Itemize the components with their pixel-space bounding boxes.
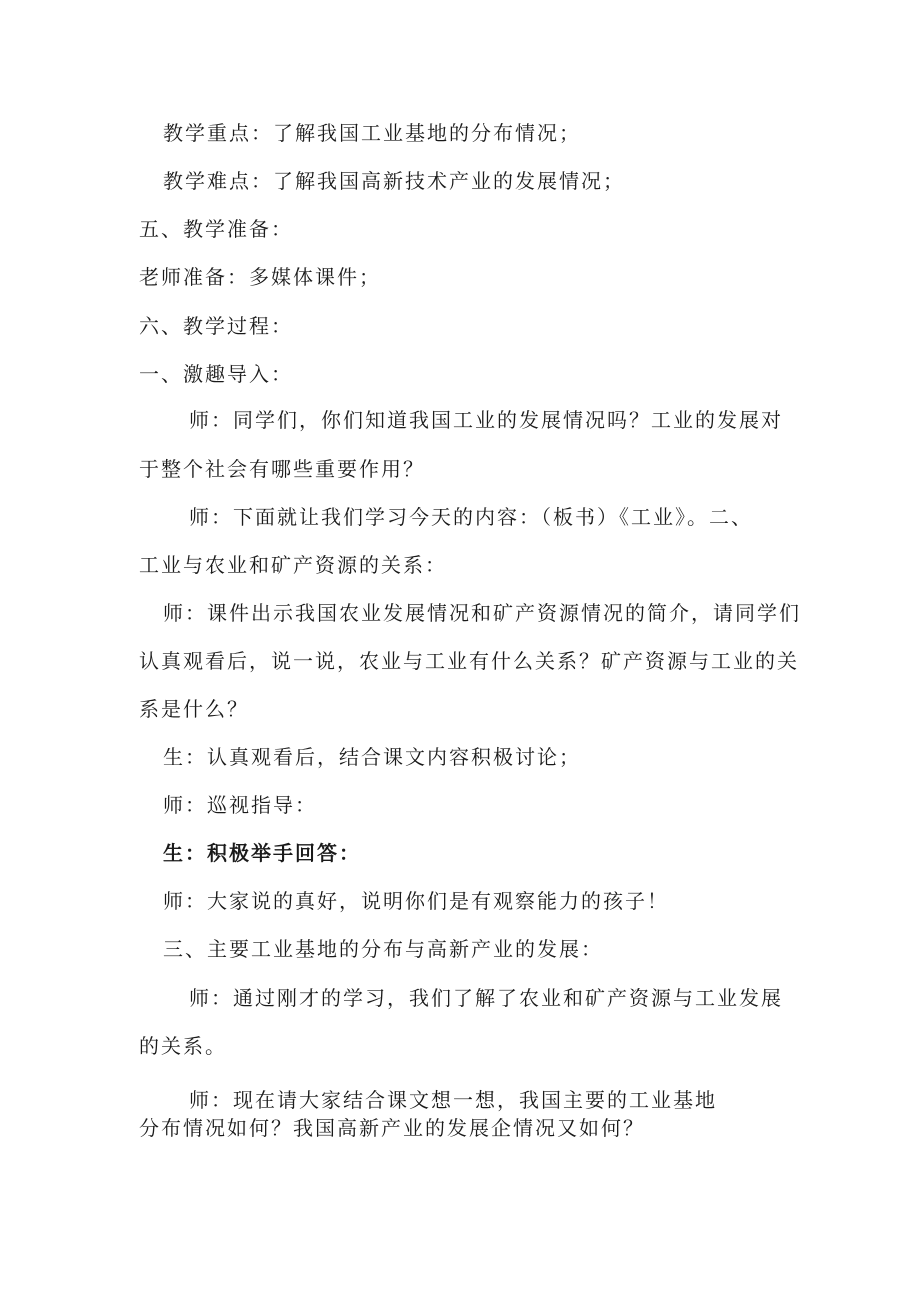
subsection-heading: 三、主要工业基地的分布与高新产业的发展： xyxy=(163,937,603,961)
subsection-heading: 一、激趣导入： xyxy=(139,362,293,386)
paragraph-line: 分布情况如何？我国高新产业的发展企情况又如何？ xyxy=(139,1116,645,1140)
teacher-prep-line: 老师准备：多媒体课件； xyxy=(139,265,381,289)
paragraph-line: 的关系。 xyxy=(139,1034,227,1058)
key-point-line: 教学重点：了解我国工业基地的分布情况； xyxy=(163,121,581,145)
paragraph-line: 师：下面就让我们学习今天的内容：（板书）《工业》。二、 xyxy=(189,505,753,529)
paragraph-line: 工业与农业和矿产资源的关系： xyxy=(139,553,447,577)
paragraph-line: 师：现在请大家结合课文想一想，我国主要的工业基地 xyxy=(189,1088,717,1112)
difficulty-line: 教学难点：了解我国高新技术产业的发展情况； xyxy=(163,169,625,193)
paragraph-line: 师：通过刚才的学习，我们了解了农业和矿产资源与工业发展 xyxy=(189,986,783,1010)
paragraph-line: 师：巡视指导： xyxy=(163,793,317,817)
paragraph-line: 生：认真观看后，结合课文内容积极讨论； xyxy=(163,745,581,769)
paragraph-line: 认真观看后，说一说，农业与工业有什么关系？矿产资源与工业的关 xyxy=(139,649,799,673)
section-heading: 六、教学过程： xyxy=(139,314,293,338)
paragraph-line: 系是什么？ xyxy=(139,697,249,721)
paragraph-line: 师：大家说的真好，说明你们是有观察能力的孩子！ xyxy=(163,889,669,913)
section-heading: 五、教学准备： xyxy=(139,217,293,241)
paragraph-line: 于整个社会有哪些重要作用？ xyxy=(139,457,425,481)
paragraph-line: 师：同学们，你们知道我国工业的发展情况吗？工业的发展对 xyxy=(189,408,783,432)
paragraph-line: 生：积极举手回答： xyxy=(163,841,361,865)
paragraph-line: 师：课件出示我国农业发展情况和矿产资源情况的简介，请同学们 xyxy=(163,601,801,625)
